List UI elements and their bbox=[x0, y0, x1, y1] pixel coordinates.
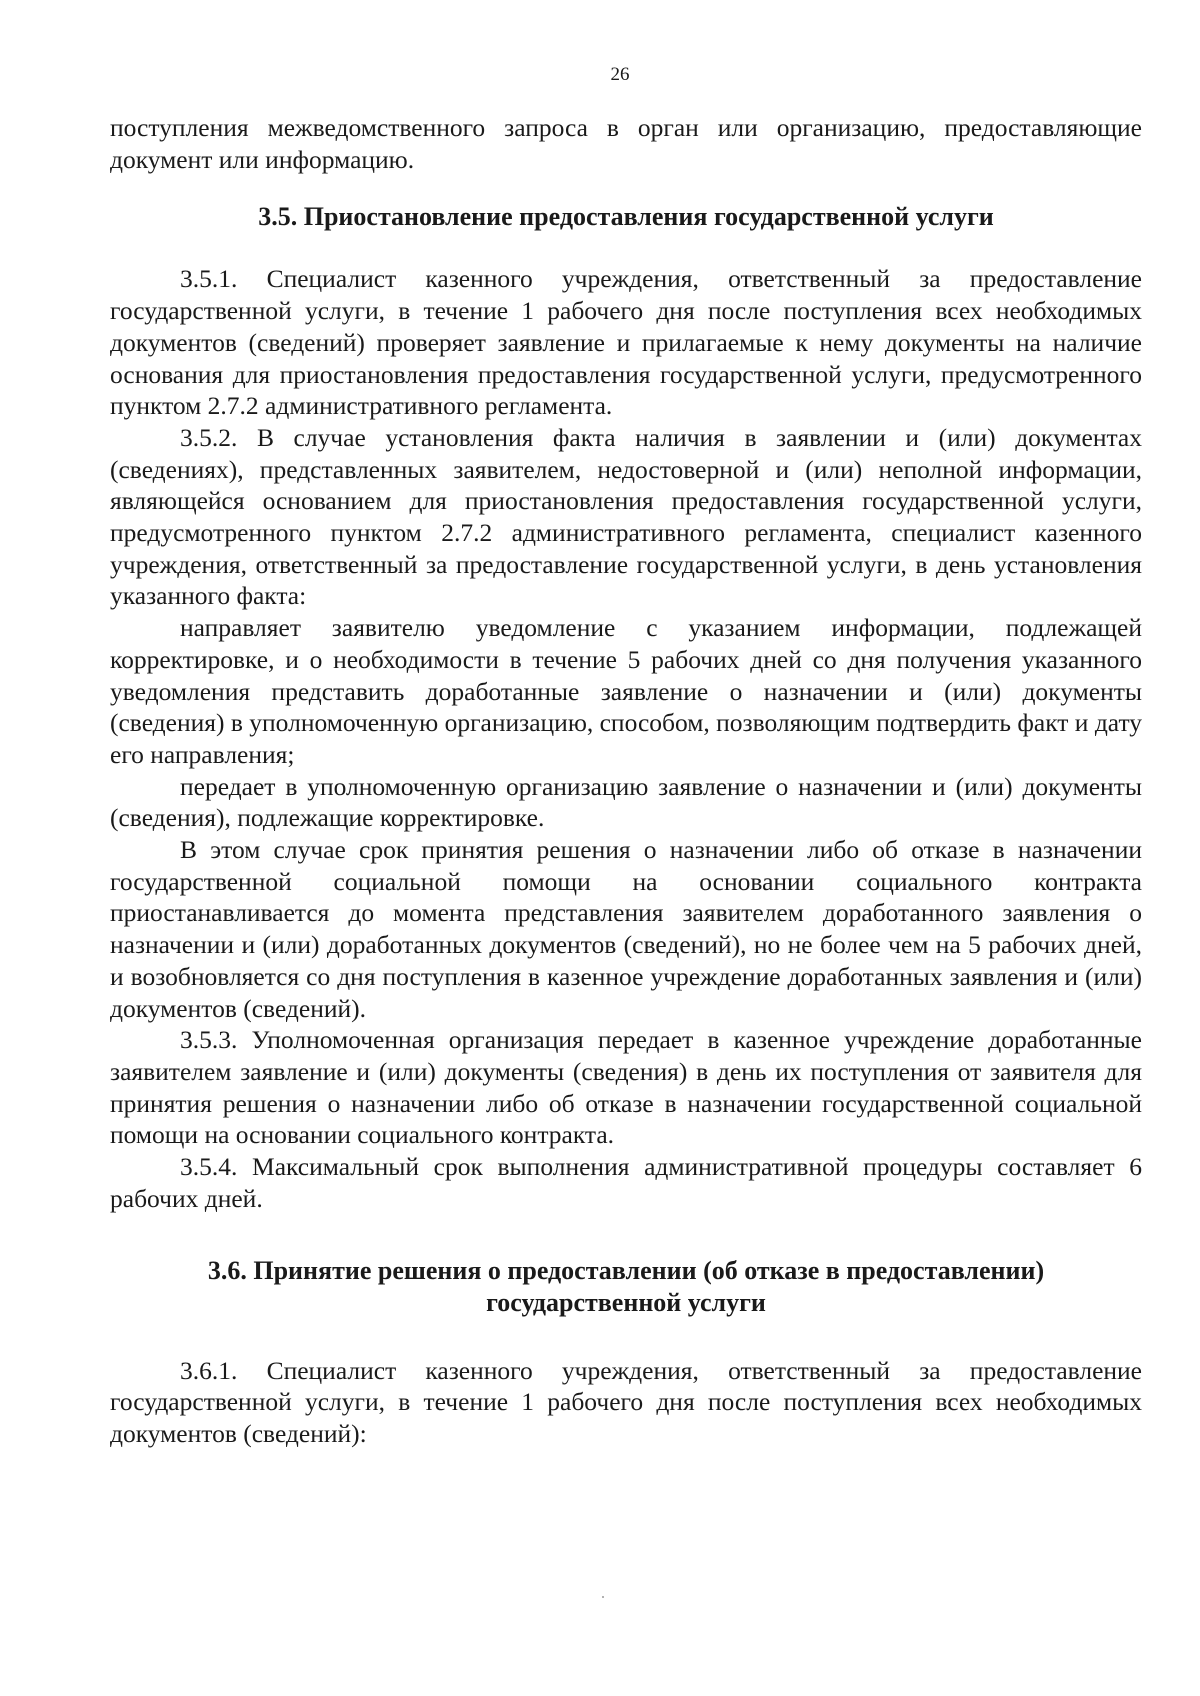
page-number: 26 bbox=[610, 64, 630, 85]
paragraph-3-6-1: 3.6.1. Специалист казенного учреждения, ответственный за предоставление государственной услуги, в течение 1 рабочего дня после поступления всех необходимых документов (сведений): bbox=[110, 1355, 1142, 1448]
paragraph-3-5-3: 3.5.3. Уполномоченная организация передает в казенное учреждение доработанные заявителем заявление и (или) документы (сведения) в день их поступления от заявителя для принятия решения о назначении либо об отказе в назначении государственной социальной помощи на основании социального контракта. bbox=[110, 1025, 1142, 1150]
section-heading-3-6 bbox=[110, 1255, 1142, 1319]
section-heading-3-6-line1: 3.6. Принятие решения о предоставлении (об отказе в предоставлении) bbox=[207, 1255, 1045, 1285]
document-body bbox=[110, 112, 1142, 1450]
section-heading-3-5: 3.5. Приостановление предоставления государственной услуги bbox=[258, 202, 994, 232]
paragraph-3-5-2-term: В этом случае срок принятия решения о назначении либо об отказе в назначении государственной социальной помощи на основании социального контракта приостанавливается до момента представления заявителем доработанного заявления о назначении и (или) доработанных документов (сведений), но не более чем на 5 рабочих дней, и возобновляется со дня поступления в казенное учреждение доработанных заявления и (или) документов (сведений). bbox=[110, 835, 1142, 1023]
paragraph-3-5-2-notify: направляет заявителю уведомление с указанием информации, подлежащей корректировке, и о необходимости в течение 5 рабочих дней со дня получения указанного уведомления представить доработанные заявление о назначении и (или) документы (сведения) в уполномоченную организацию, способом, позволяющим подтвердить факт и дату его направления; bbox=[110, 613, 1143, 769]
paragraph-3-5-4: 3.5.4. Максимальный срок выполнения административной процедуры составляет 6 рабочих дней. bbox=[110, 1152, 1142, 1213]
paragraph-3-5-1: 3.5.1. Специалист казенного учреждения, ответственный за предоставление государственной услуги, в течение 1 рабочего дня после поступления всех необходимых документов (сведений) проверяет заявление и прилагаемые к нему документы на наличие основания для приостановления предоставления государственной услуги, предусмотренного пунктом 2.7.2 административного регламента. bbox=[110, 264, 1142, 421]
paragraph-3-5-2: 3.5.2. В случае установления факта наличия в заявлении и (или) документах (сведениях), представленных заявителем, недостоверной и (или) неполной информации, являющейся основанием для приостановления предоставления государственной услуги, предусмотренного пунктом 2.7.2 административного регламента, специалист казенного учреждения, ответственный за предоставление государственной услуги, в день установления указанного факта: bbox=[110, 422, 1142, 611]
paragraph-3-5-2-transfer: передает в уполномоченную организацию заявление о назначении и (или) документы (сведения), подлежащие корректировке. bbox=[110, 771, 1142, 833]
paragraph-continuation: поступления межведомственного запроса в орган или организацию, предоставляющие документ или информацию. bbox=[110, 113, 1142, 174]
section-heading-3-6-line2: государственной услуги bbox=[486, 1287, 766, 1317]
scan-speck bbox=[602, 1596, 604, 1598]
